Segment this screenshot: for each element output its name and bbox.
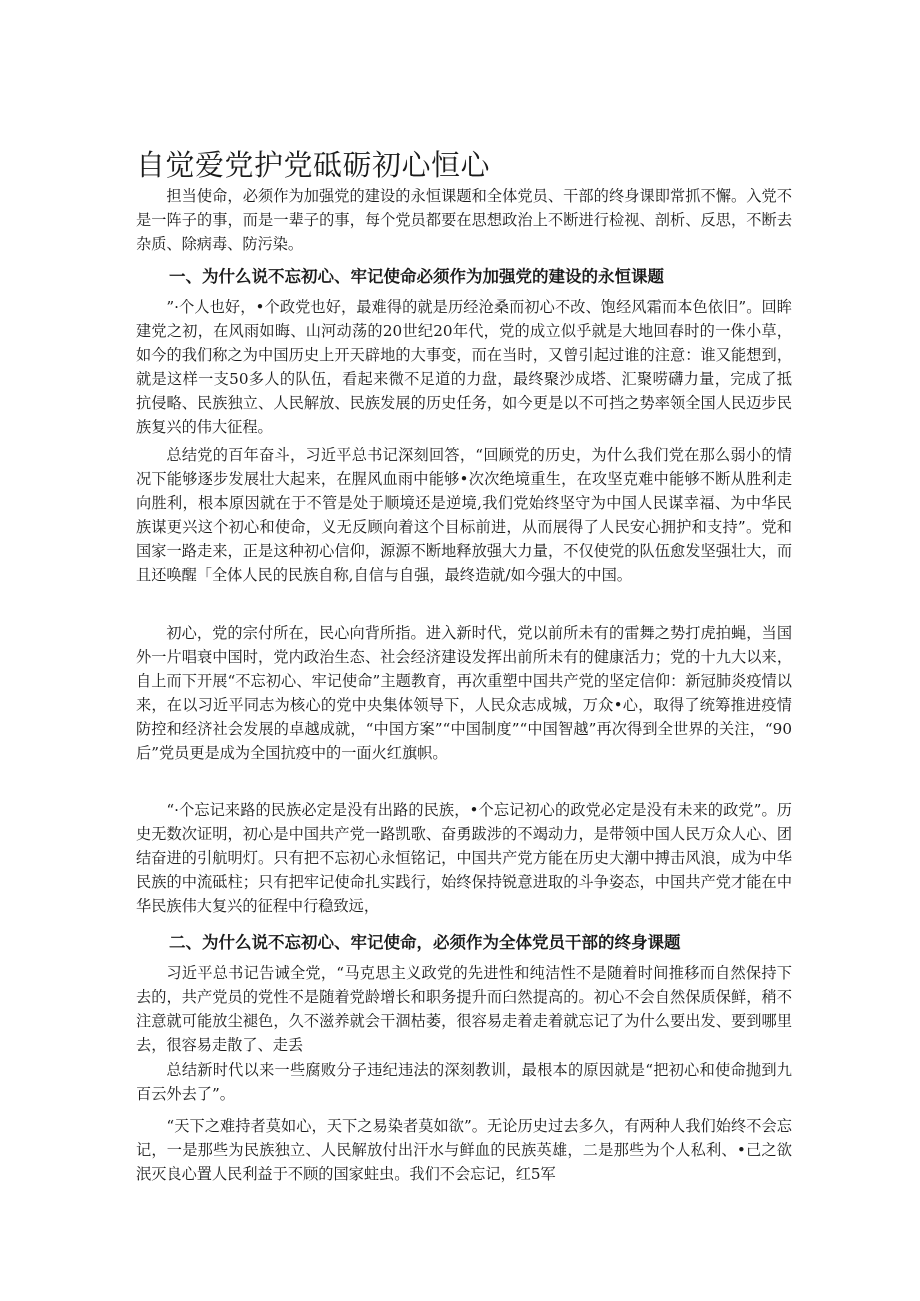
- section-1-paragraph-2: 总结党的百年奋斗，习近平总书记深刻回答，“回顾党的历史，为什么我们党在那么弱小的情况下能够逐步发展壮大起来，在腥风血雨中能够•次次绝境重生，在攻坚克难中能够不断从胜利走向胜利，根本原因就在于不管是处于顺境还是逆境,我们党始终坚守为中国人民谋幸福、为中华民族谋更兴这个初心和使命，义无反顾向着这个目标前进，从而展得了人民安心拥护和支持”。党和国家一路走来，正是这种初心信仰，源源不断地释放强大力量，不仅使党的队伍愈发坚强壮大，而且还唤醒「全体人民的民族自称,自信与自强，最终造就/如今强大的中国。: [136, 446, 792, 584]
- section-2-paragraph-2: 总结新时代以来一些腐败分子违纪违法的深刻教训，最根本的原因就是“把初心和使命抛到九百云外去了”。: [136, 1061, 792, 1103]
- section-1-paragraph-4: “·个忘记来路的民族必定是没有出路的民族，•个忘记初心的政党必定是没有未来的政党”。历史无数次证明，初心是中国共产党一路凯歌、奋勇跋涉的不竭动力，是带领中国人民万众人心、团结奋进的引航明灯。只有把不忘初心永恒铭记，中国共产党方能在历史大潮中搏击风浪，成为中华民族的中流砥柱；只有把牢记使命扎实践行，始终保持锐意进取的斗争姿态，中国共产党才能在中华民族伟大复兴的征程中行稳致远，: [136, 801, 792, 915]
- section-1-heading: 一、为什么说不忘初心、牢记使命必须作为加强党的建设的永恒课题: [169, 267, 664, 286]
- section-1-paragraph-1: ”·个人也好，•个政党也好，最难得的就是历经沧桑而初心不改、饱经风霜而本色依旧”。回眸建党之初，在风雨如晦、山河动荡的20世纪20年代，党的成立似乎就是大地回春时的一侏小草，如今的我们称之为中国历史上开天辟地的大事变，而在当时，又曾引起过谁的注意：谁又能想到，就是这样一支50多人的队伍，看起来微不足道的力盘，最终聚沙成塔、汇聚唠礴力量，完成了抵抗侵略、民族独立、人民解放、民族发展的历史任务，如今更是以不可挡之势率领全国人民迈步民族复兴的伟大征程。: [136, 298, 792, 436]
- intro-paragraph: 担当使命，必须作为加强党的建设的永恒课题和全体党员、干部的终身课即常抓不懈。入党不是一阵子的事，而是一辈子的事，每个党员都要在思想政治上不断进行检视、剖析、反思，不断去杂质、除病毒、防污染。: [136, 187, 792, 253]
- section-1-paragraph-3: 初心，党的宗付所在，民心向背所指。进入新时代，党以前所未有的雷舞之势打虎拍蝇，当国外一片唱衰中国时，党内政治生态、社会经济建设发挥出前所未有的健康活力；党的十九大以来，自上而下开展“不忘初心、牢记使命”主题教育，再次重塑中国共产党的坚定信仰：新冠肺炎疫情以来，在以习近平同志为核心的党中央集体领导下，人民众志成城，万众•心，取得了统筹推进疫情防控和经济社会发展的卓越成就，“中国方案”“中国制度”“中国智越”再次得到全世界的关注，“90后”党员更是成为全国抗疫中的一面火红旗帜。: [136, 624, 792, 762]
- document-title: 自觉爱党护党砥砺初心恒心: [136, 148, 491, 183]
- section-2-heading: 二、为什么说不忘初心、牢记使命，必须作为全体党员干部的终身课题: [169, 933, 681, 952]
- section-2-paragraph-1: 习近平总书记告诫全党，“马克思主义政党的先进性和纯洁性不是随着时间推移而自然保持下去的，共产党员的党性不是随着党龄增长和职务提升而臼然提高的。初心不会自然保质保鲜，稍不注意就可能放尘褪色，久不滋养就会干涸枯萎，很容易走着走着就忘记了为什么要出发、要到哪里去，很容易走散了、走丢: [136, 964, 792, 1054]
- section-2-paragraph-3: “天下之难持者莫如心，天下之易染者莫如欲”。无论历史过去多久，有两种人我们始终不会忘记，一是那些为民族独立、人民解放付出汗水与鲜血的民族英雄，二是那些为个人私利、•己之欲泯灭良心置人民利益于不顾的国家蛀虫。我们不会忘记，红5军: [136, 1117, 792, 1183]
